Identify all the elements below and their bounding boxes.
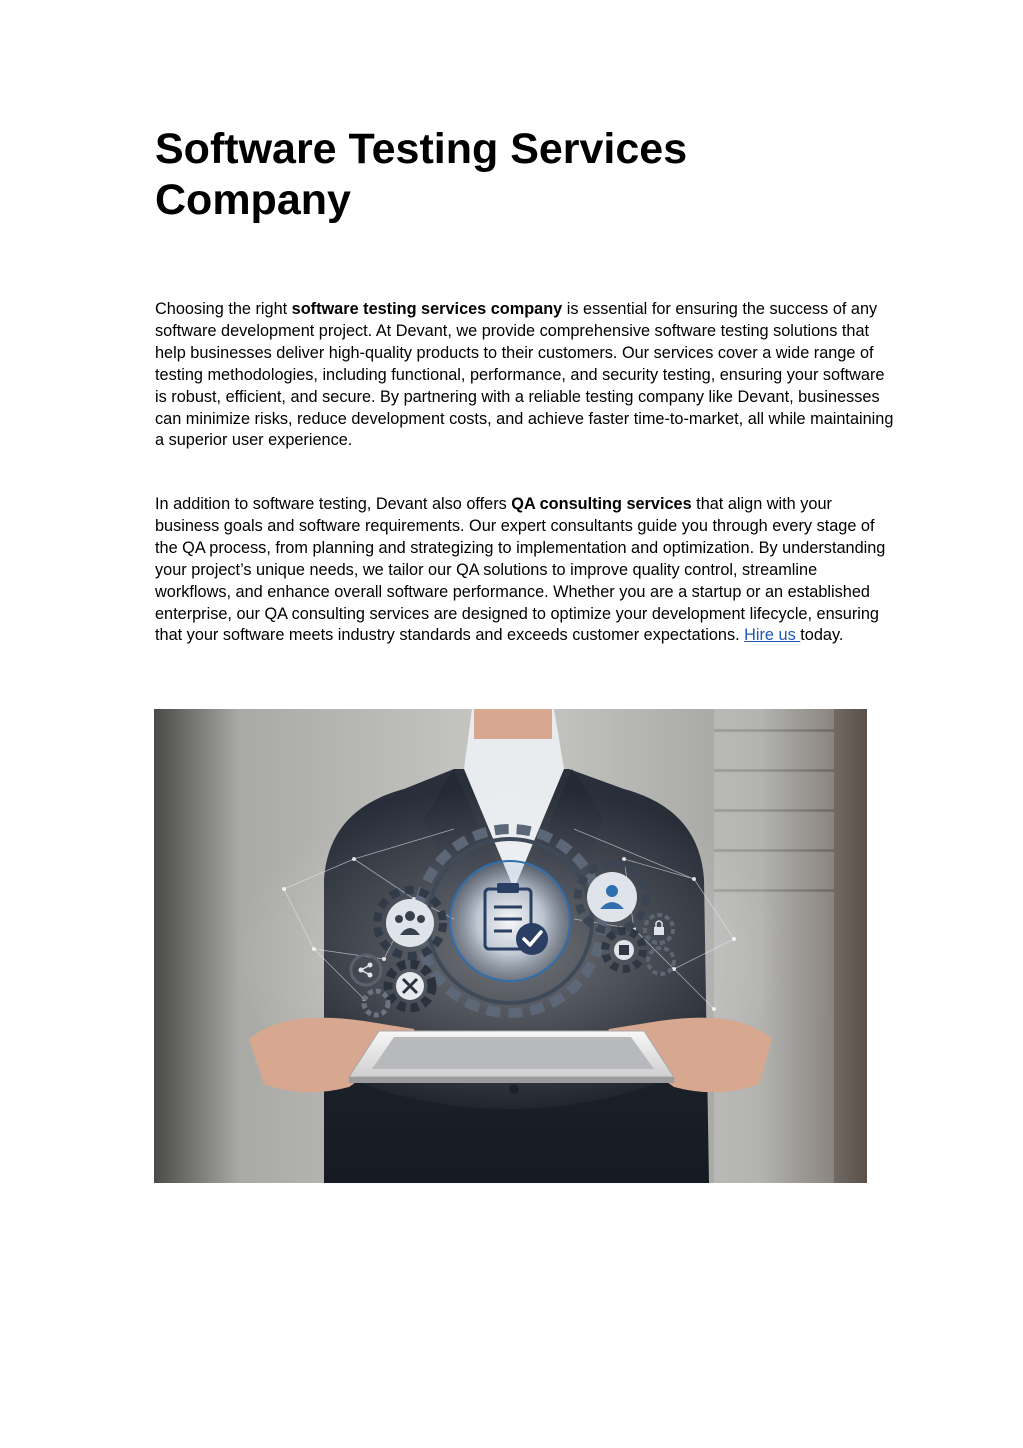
intro-paragraph: [155, 299, 895, 452]
qa-consulting-paragraph: [155, 494, 895, 647]
intro-text-rest: is essential for ensuring the success of any software development project. At Devant, we provide comprehensive software testing solutions that help businesses deliver high-quality products to their customers. Our services cover a wide range of testing methodologies, including functional, performance, and security testing, ensuring your software is robust, efficient, and secure. By partnering with a reliable testing company like Devant, businesses can minimize risks, reduce development costs, and achieve faster time-to-market, all while maintaining a superior user experience.: [155, 300, 894, 450]
qa-text-start: In addition to software testing, Devant also offers: [155, 495, 512, 513]
intro-text-start: Choosing the right: [155, 300, 292, 318]
qa-bold-phrase: QA consulting services: [511, 495, 692, 513]
page-title: Software Testing Services Company: [155, 125, 688, 224]
qa-text-rest: that align with your business goals and software requirements. Our expert consultants guide you through every stage of the QA process, from planning and strategizing to implementation and optimization. By understanding your project’s unique needs, we tailor our QA solutions to improve quality control, streamline workflows, and enhance overall software performance. Whether you are a startup or an established enterprise, our QA consulting services are designed to optimize your development lifecycle, ensuring that your software meets industry standards and exceeds customer expectations.: [155, 495, 886, 645]
qa-text-end: today.: [800, 626, 844, 645]
hero-illustration: [154, 709, 867, 1183]
tablet: [349, 1031, 674, 1083]
intro-bold-phrase: software testing services company: [291, 300, 563, 318]
hire-us-link[interactable]: Hire us: [744, 626, 801, 645]
hero-image: [154, 709, 867, 1183]
